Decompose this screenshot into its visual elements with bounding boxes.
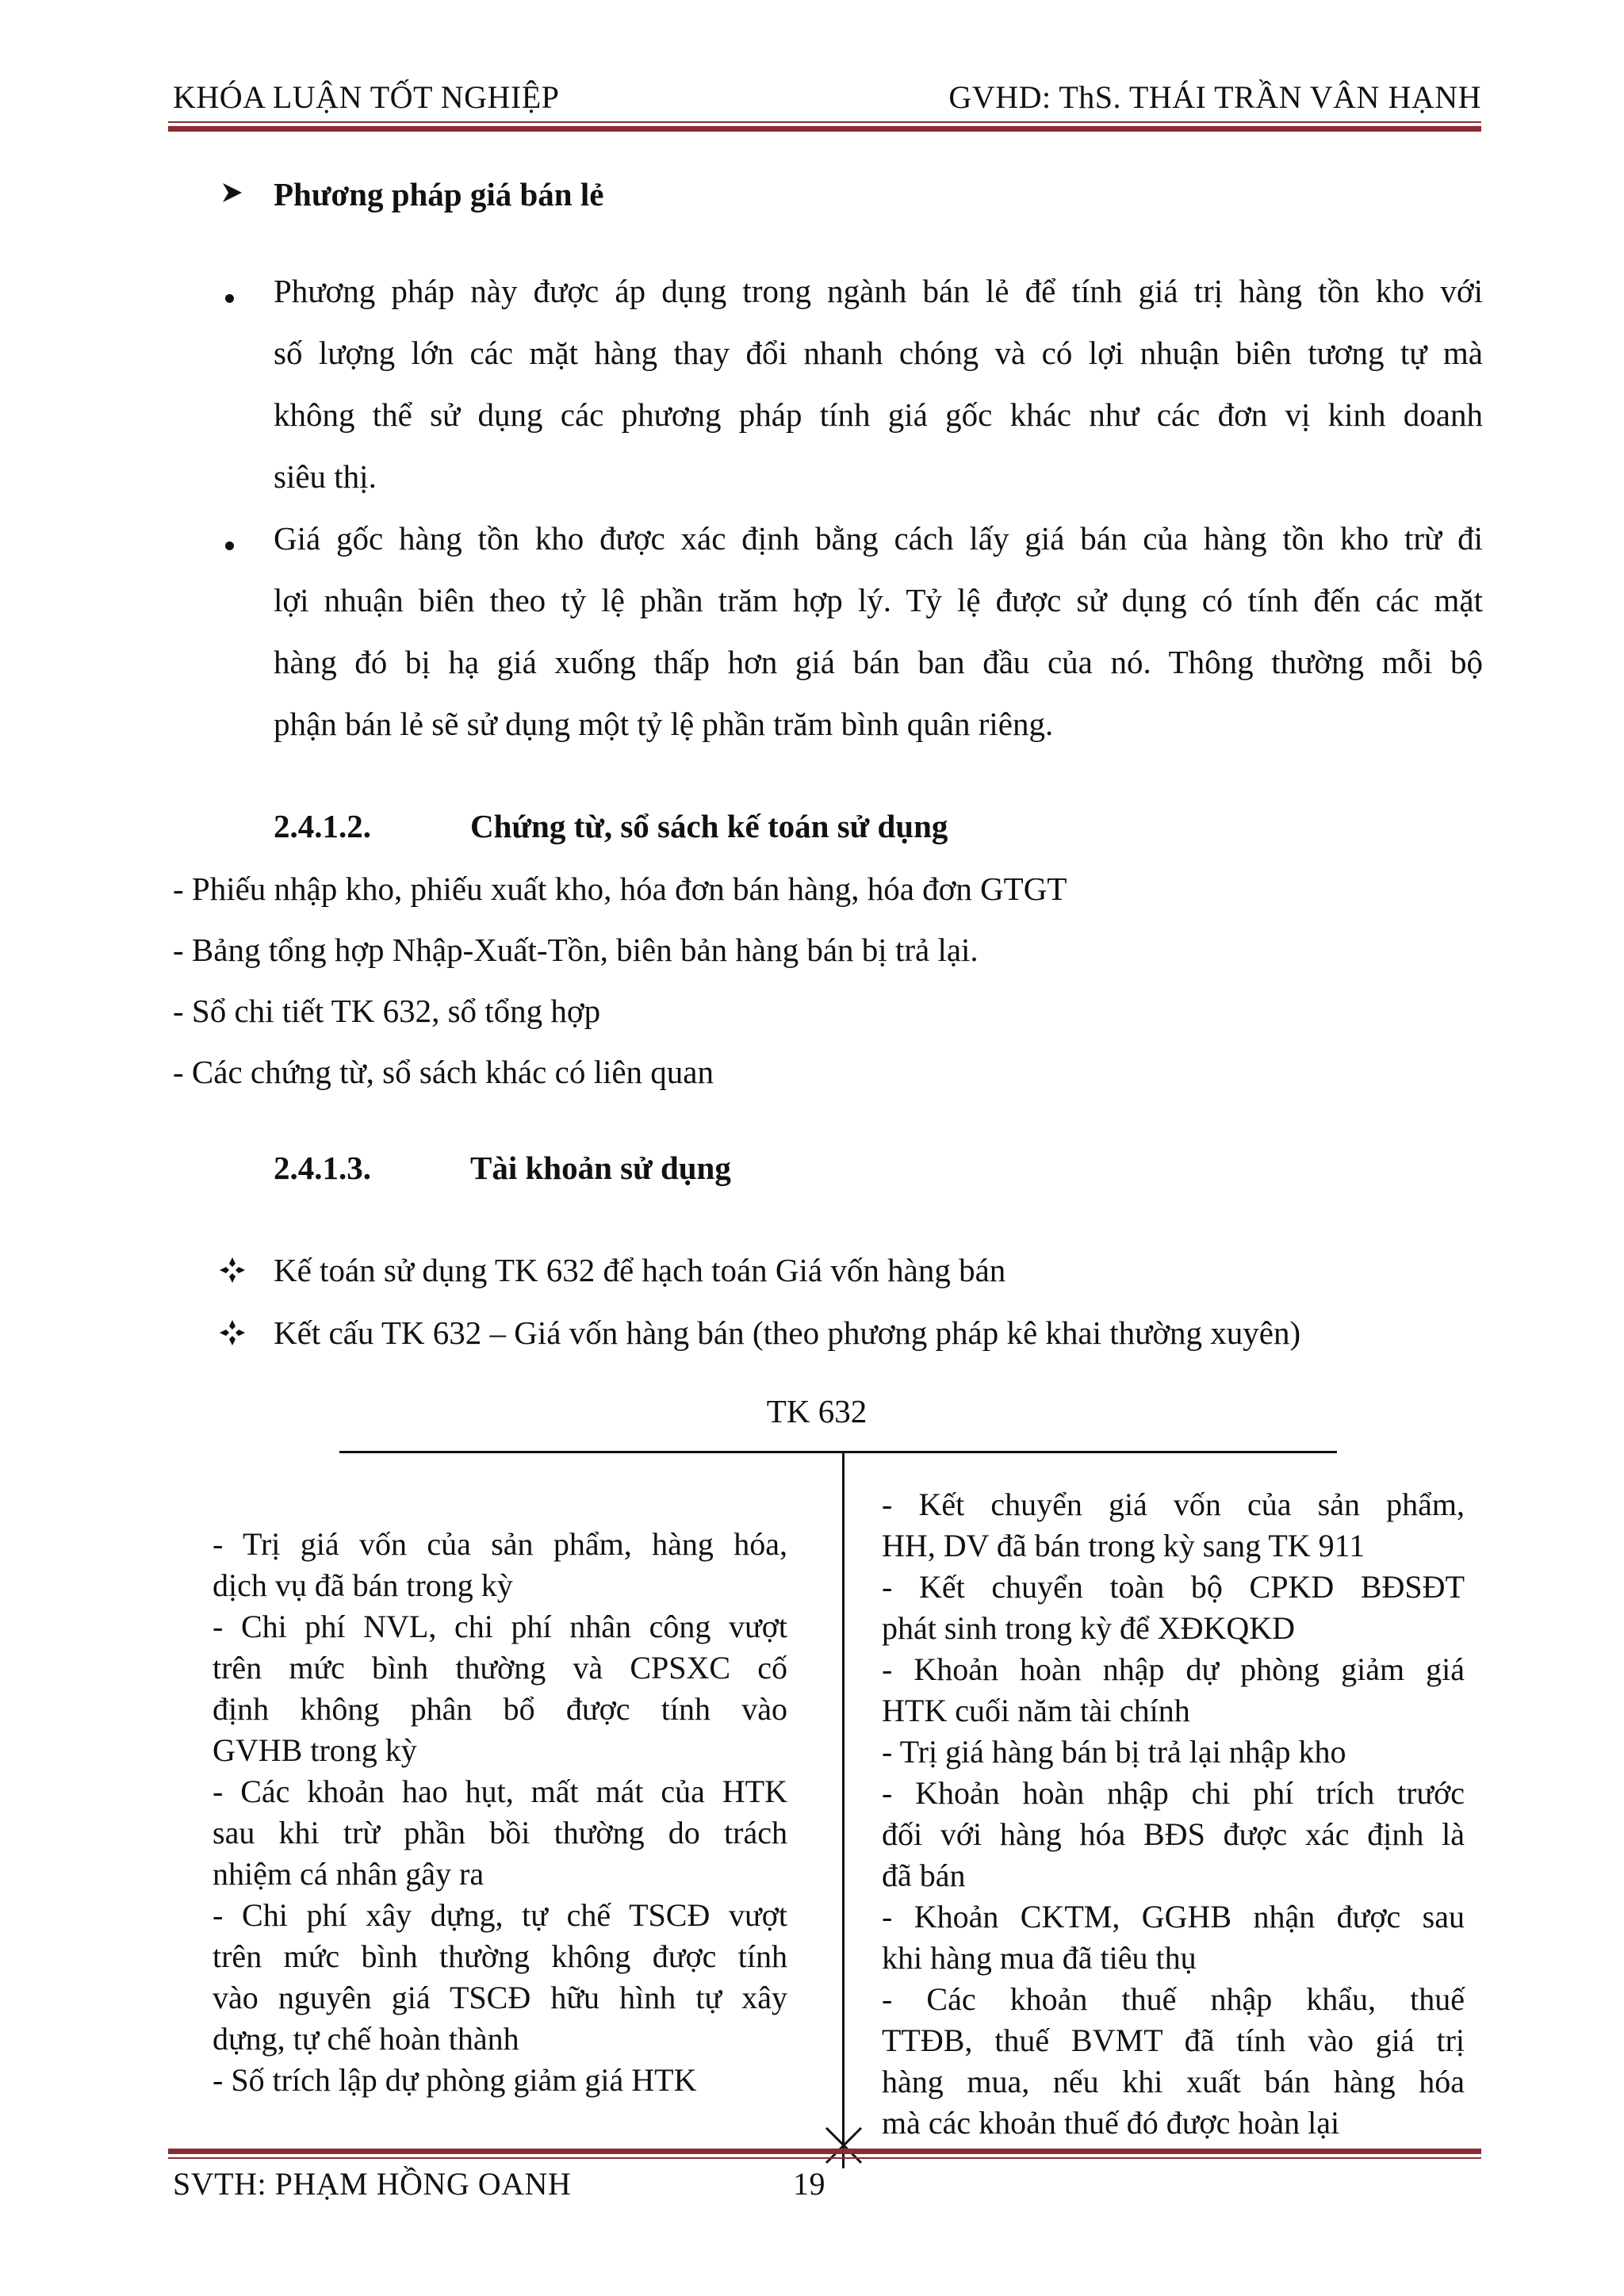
t-account-horizontal-line bbox=[339, 1451, 1337, 1453]
credit-line: hàng mua, nếu khi xuất bán hàng hóa bbox=[882, 2064, 1465, 2099]
debit-line: - Các khoản hao hụt, mất mát của HTK bbox=[213, 1774, 787, 1809]
debit-line: định không phân bổ được tính vào bbox=[213, 1691, 787, 1727]
section-title: Chứng từ, sổ sách kế toán sử dụng bbox=[470, 808, 948, 844]
bullet-dot-icon bbox=[225, 541, 234, 550]
docs-item: - Bảng tổng hợp Nhập-Xuất-Tồn, biên bản hàng bán bị trả lại. bbox=[173, 932, 979, 968]
debit-line: nhiệm cá nhân gây ra bbox=[213, 1856, 485, 1892]
debit-line: trên mức bình thường và CPSXC cố bbox=[213, 1650, 787, 1686]
page-number: 19 bbox=[793, 2166, 825, 2202]
retail-bullet-2-line: lợi nhuận biên theo tỷ lệ phần trăm hợp lý. Tỷ lệ được sử dụng có tính đến các mặt bbox=[274, 582, 1483, 618]
credit-line: - Kết chuyển toàn bộ CPKD BĐSĐT bbox=[882, 1569, 1465, 1605]
retail-bullet-2-line: phận bán lẻ sẽ sử dụng một tỷ lệ phần trăm bình quân riêng. bbox=[274, 706, 1054, 742]
t-account-credit-side bbox=[882, 1484, 1465, 2144]
retail-method-title: Phương pháp giá bán lẻ bbox=[274, 176, 604, 212]
retail-bullet-1-line: siêu thị. bbox=[274, 458, 377, 495]
bullet-dot-icon bbox=[225, 294, 234, 303]
footer-rule-thick bbox=[168, 2149, 1481, 2154]
debit-line: vào nguyên giá TSCĐ hữu hình tự xây bbox=[213, 1980, 787, 2015]
header-rule-thick bbox=[168, 126, 1481, 132]
header-left: KHÓA LUẬN TỐT NGHIỆP bbox=[173, 79, 560, 115]
credit-line: đối với hàng hóa BĐS được xác định là bbox=[882, 1816, 1465, 1852]
diamond-bullet-icon bbox=[219, 1319, 246, 1346]
debit-line: GVHB trong kỳ bbox=[213, 1732, 417, 1768]
header-right: GVHD: ThS. THÁI TRẦN VÂN HẠNH bbox=[948, 79, 1481, 115]
debit-line: - Chi phí NVL, chi phí nhân công vượt bbox=[213, 1609, 787, 1644]
header-rule-thin bbox=[168, 121, 1481, 123]
t-account-vertical-line bbox=[842, 1451, 845, 2168]
section-number: 2.4.1.2. bbox=[274, 808, 371, 844]
docs-item: - Phiếu nhập kho, phiếu xuất kho, hóa đơn bán hàng, hóa đơn GTGT bbox=[173, 871, 1067, 907]
credit-line: - Trị giá hàng bán bị trả lại nhập kho bbox=[882, 1734, 1346, 1770]
retail-bullet-1 bbox=[274, 260, 1483, 507]
credit-line: mà các khoản thuế đó được hoàn lại bbox=[882, 2105, 1340, 2141]
retail-bullet-1-line: Phương pháp này được áp dụng trong ngành bán lẻ để tính giá trị hàng tồn kho với bbox=[274, 273, 1483, 309]
section-title: Tài khoản sử dụng bbox=[470, 1150, 731, 1186]
credit-line: - Khoản hoàn nhập dự phòng giảm giá bbox=[882, 1651, 1465, 1687]
debit-line: sau khi trừ phần bồi thường do trách bbox=[213, 1815, 787, 1850]
footer-left: SVTH: PHẠM HỒNG OANH bbox=[173, 2166, 572, 2202]
t-account-title: TK 632 bbox=[766, 1393, 868, 1429]
diamond-bullet-icon bbox=[219, 1257, 246, 1284]
debit-line: - Trị giá vốn của sản phẩm, hàng hóa, bbox=[213, 1526, 787, 1562]
debit-line: - Chi phí xây dựng, tự chế TSCĐ vượt bbox=[213, 1897, 787, 1933]
credit-line: TTĐB, thuế BVMT đã tính vào giá trị bbox=[882, 2022, 1465, 2058]
credit-line: phát sinh trong kỳ để XĐKQKD bbox=[882, 1610, 1296, 1646]
retail-bullet-2-line: Giá gốc hàng tồn kho được xác định bằng cách lấy giá bán của hàng tồn kho trừ đi bbox=[274, 520, 1483, 557]
credit-line: - Khoản CKTM, GGHB nhận được sau bbox=[882, 1899, 1465, 1934]
credit-line: khi hàng mua đã tiêu thụ bbox=[882, 1940, 1197, 1976]
account-item: Kế toán sử dụng TK 632 để hạch toán Giá vốn hàng bán bbox=[274, 1252, 1006, 1288]
retail-bullet-2 bbox=[274, 507, 1483, 755]
credit-line: HTK cuối năm tài chính bbox=[882, 1693, 1190, 1728]
arrow-bullet-icon bbox=[220, 181, 244, 205]
t-account-debit-side bbox=[213, 1524, 787, 2101]
credit-line: - Khoản hoàn nhập chi phí trích trước bbox=[882, 1775, 1465, 1811]
credit-line: HH, DV đã bán trong kỳ sang TK 911 bbox=[882, 1528, 1365, 1563]
section-number: 2.4.1.3. bbox=[274, 1150, 371, 1186]
docs-item: - Các chứng từ, sổ sách khác có liên quan bbox=[173, 1054, 714, 1090]
t-account-cross-mark bbox=[823, 2125, 864, 2166]
account-item: Kết cấu TK 632 – Giá vốn hàng bán (theo phương pháp kê khai thường xuyên) bbox=[274, 1314, 1301, 1351]
footer-rule-thin bbox=[168, 2157, 1481, 2159]
retail-bullet-1-line: không thể sử dụng các phương pháp tính giá gốc khác như các đơn vị kinh doanh bbox=[274, 396, 1483, 433]
debit-line: - Số trích lập dự phòng giảm giá HTK bbox=[213, 2062, 697, 2098]
debit-line: dịch vụ đã bán trong kỳ bbox=[213, 1567, 513, 1603]
credit-line: - Kết chuyển giá vốn của sản phẩm, bbox=[882, 1487, 1465, 1522]
docs-item: - Sổ chi tiết TK 632, sổ tổng hợp bbox=[173, 993, 601, 1029]
retail-bullet-1-line: số lượng lớn các mặt hàng thay đổi nhanh chóng và có lợi nhuận biên tương tự mà bbox=[274, 335, 1483, 371]
credit-line: đã bán bbox=[882, 1858, 966, 1893]
debit-line: trên mức bình thường không được tính bbox=[213, 1938, 787, 1974]
retail-bullet-2-line: hàng đó bị hạ giá xuống thấp hơn giá bán ban đầu của nó. Thông thường mỗi bộ bbox=[274, 644, 1483, 680]
credit-line: - Các khoản thuế nhập khẩu, thuế bbox=[882, 1981, 1465, 2017]
debit-line: dựng, tự chế hoàn thành bbox=[213, 2021, 519, 2057]
